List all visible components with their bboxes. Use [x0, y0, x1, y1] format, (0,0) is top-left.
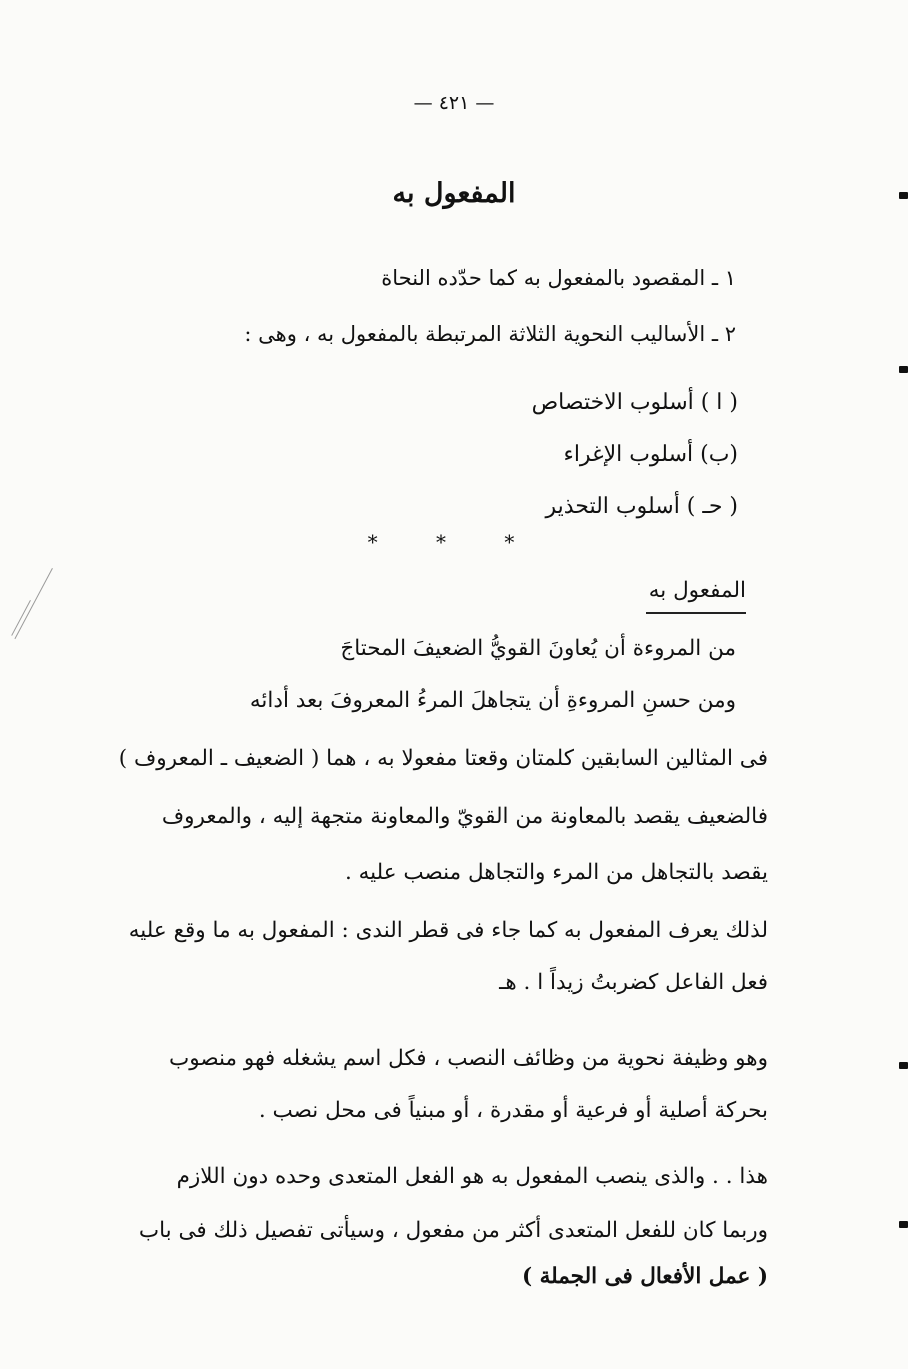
body-line: وهو وظيفة نحوية من وظائف النصب ، فكل اسم يشغله فهو منصوب — [169, 1046, 768, 1071]
example-sentence: من المروءة أن يُعاونَ القويُّ الضعيفَ المحتاجَ — [340, 636, 736, 661]
style-item: ( حـ ) أسلوب التحذير — [545, 494, 738, 519]
body-line: بحركة أصلية أو فرعية أو مقدرة ، أو مبنياً فى محل نصب . — [258, 1098, 768, 1123]
section-heading-underline — [646, 612, 746, 614]
margin-mark — [899, 366, 908, 373]
margin-mark — [899, 1062, 908, 1069]
page-title: المفعول به — [392, 178, 516, 209]
chapter-reference: ( عمل الأفعال فى الجملة ) — [521, 1264, 768, 1289]
body-line: وربما كان للفعل المتعدى أكثر من مفعول ، وسيأتى تفصيل ذلك فى باب — [138, 1218, 768, 1243]
body-line: يقصد بالتجاهل من المرء والتجاهل منصب عليه . — [344, 860, 768, 885]
separator-stars: * * * — [367, 530, 541, 554]
style-item: ( ا ) أسلوب الاختصاص — [531, 390, 738, 415]
page-number: — ٤٢١ — — [413, 92, 495, 114]
scan-artifact-line — [11, 600, 31, 636]
topic-line: ٢ ـ الأساليب النحوية الثلاثة المرتبطة بالمفعول به ، وهى : — [244, 322, 736, 346]
body-line: لذلك يعرف المفعول به كما جاء فى قطر الندى : المفعول به ما وقع عليه — [128, 918, 768, 943]
example-sentence: ومن حسنِ المروءةِ أن يتجاهلَ المرءُ المعروفَ بعد أدائه — [249, 688, 736, 713]
style-item: (ب) أسلوب الإغراء — [563, 442, 738, 467]
topic-line: ١ ـ المقصود بالمفعول به كما حدّده النحاة — [381, 266, 736, 290]
scan-artifact-line — [14, 568, 52, 639]
body-line: فالضعيف يقصد بالمعاونة من القويّ والمعاونة متجهة إليه ، والمعروف — [161, 804, 768, 829]
section-heading: المفعول به — [648, 578, 746, 603]
body-line: هذا . . والذى ينصب المفعول به هو الفعل المتعدى وحده دون اللازم — [176, 1164, 768, 1189]
margin-mark — [899, 1221, 908, 1228]
body-line: فعل الفاعل كضربتُ زيداً ا . هـ — [499, 970, 768, 995]
body-line: فى المثالين السابقين كلمتان وقعتا مفعولا به ، هما ( الضعيف ـ المعروف ) — [118, 746, 768, 771]
